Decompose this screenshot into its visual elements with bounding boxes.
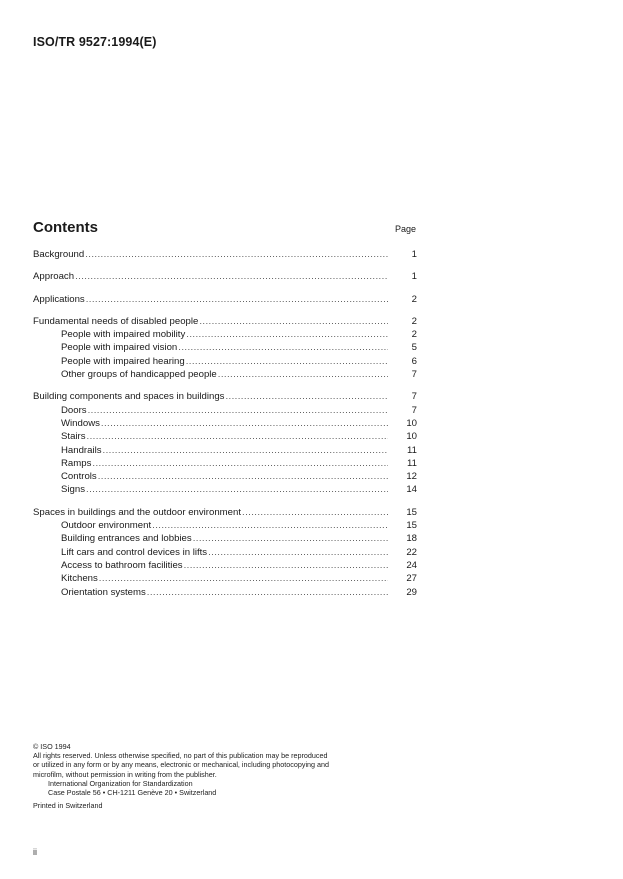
toc-entry-title: Other groups of handicapped people [61, 369, 217, 381]
copyright-notice [33, 742, 393, 810]
toc-entry-title: Signs [61, 484, 85, 496]
dot-leader [86, 293, 388, 306]
toc-entry-page: 18 [406, 533, 417, 545]
printed-in: Printed in Switzerland [33, 801, 103, 811]
toc-entry-page: 2 [411, 315, 417, 327]
toc-entry [33, 506, 417, 519]
toc-section [33, 390, 417, 496]
toc-entry-title: Orientation systems [61, 586, 146, 598]
toc-subentry [33, 417, 417, 430]
toc-subentry [33, 404, 417, 417]
dot-leader [193, 532, 388, 545]
toc-entry-page: 29 [406, 586, 417, 598]
rights-line-2: or utilized in any form or by any means, electronic or mechanical, including photocopying and [33, 760, 330, 770]
rights-line-3: microfilm, without permission in writing from the publisher. [33, 769, 217, 779]
dot-leader [98, 470, 388, 483]
rights-line-1: All rights reserved. Unless otherwise specified, no part of this publication may be reproduced [33, 751, 328, 761]
toc-entry-title: Lift cars and control devices in lifts [61, 546, 208, 558]
toc-section [33, 248, 417, 261]
document-id: ISO/TR 9527:1994(E) [33, 35, 157, 49]
dot-leader [218, 368, 388, 381]
toc-entry-title: Fundamental needs of disabled people [33, 315, 199, 327]
toc-entry-title: Handrails [61, 444, 102, 456]
toc-subentry [33, 368, 417, 381]
toc-entry [33, 293, 417, 306]
dot-leader [225, 390, 388, 403]
dot-leader [242, 506, 388, 519]
toc-subentry [33, 586, 417, 599]
toc-subentry [33, 572, 417, 585]
toc-entry-title: People with impaired vision [61, 342, 178, 354]
toc-entry-page: 15 [406, 520, 417, 532]
dot-leader [86, 483, 388, 496]
toc-entry [33, 270, 417, 283]
copyright-line: © ISO 1994 [33, 742, 71, 751]
dot-leader [75, 270, 388, 283]
toc-entry-page: 7 [411, 369, 417, 381]
toc-subentry [33, 483, 417, 496]
toc-entry-title: Ramps [61, 457, 92, 469]
dot-leader [147, 586, 388, 599]
toc-section [33, 315, 417, 381]
toc-subentry [33, 559, 417, 572]
toc-entry-page: 12 [406, 471, 417, 483]
toc-entry-title: Windows [61, 417, 100, 429]
toc-entry-title: Applications [33, 293, 85, 305]
toc-entry-title: Controls [61, 471, 97, 483]
dot-leader [101, 417, 388, 430]
toc-subentry [33, 355, 417, 368]
dot-leader [199, 315, 388, 328]
dot-leader [178, 341, 388, 354]
toc-entry-page: 7 [411, 391, 417, 403]
toc-entry-title: Building components and spaces in buildings [33, 391, 225, 403]
toc-entry-page: 2 [411, 329, 417, 341]
toc-section [33, 270, 417, 283]
toc-entry-page: 5 [411, 342, 417, 354]
toc-entry-page: 27 [406, 573, 417, 585]
dot-leader [103, 444, 388, 457]
dot-leader [152, 519, 388, 532]
dot-leader [87, 430, 388, 443]
toc-entry-title: Doors [61, 404, 87, 416]
toc-section [33, 293, 417, 306]
toc-subentry [33, 430, 417, 443]
dot-leader [184, 559, 388, 572]
toc-entry-page: 11 [407, 457, 417, 469]
toc-subentry [33, 328, 417, 341]
toc-entry-page: 10 [406, 417, 417, 429]
toc-entry-title: Building entrances and lobbies [61, 533, 192, 545]
dot-leader [186, 355, 388, 368]
toc-subentry [33, 470, 417, 483]
toc-entry-page: 14 [406, 484, 417, 496]
table-of-contents [33, 248, 417, 608]
toc-entry-page: 22 [406, 546, 417, 558]
toc-entry-page: 6 [411, 355, 417, 367]
toc-subentry [33, 341, 417, 354]
toc-entry-page: 11 [407, 444, 417, 456]
toc-entry [33, 315, 417, 328]
toc-entry-page: 2 [411, 293, 417, 305]
page-column-label: Page [395, 224, 417, 234]
toc-entry-title: Kitchens [61, 573, 98, 585]
toc-entry [33, 390, 417, 403]
toc-section [33, 506, 417, 599]
toc-entry-title: Background [33, 249, 85, 260]
toc-entry-page: 7 [411, 404, 417, 416]
toc-entry-page: 24 [406, 559, 417, 571]
toc-entry [33, 248, 417, 261]
toc-subentry [33, 457, 417, 470]
toc-entry-title: People with impaired mobility [61, 329, 186, 341]
dot-leader [88, 404, 388, 417]
organization-name: International Organization for Standardization [48, 778, 193, 788]
toc-entry-page: 1 [411, 249, 417, 260]
toc-subentry [33, 444, 417, 457]
toc-subentry [33, 519, 417, 532]
dot-leader [186, 328, 388, 341]
dot-leader [92, 457, 388, 470]
toc-entry-title: Approach [33, 271, 75, 283]
page-number: ii [33, 847, 37, 857]
dot-leader [99, 572, 388, 585]
dot-leader [208, 546, 388, 559]
toc-subentry [33, 546, 417, 559]
organization-address: Case Postale 56 • CH-1211 Genève 20 • Switzerland [48, 788, 217, 798]
toc-entry-title: Stairs [61, 431, 86, 443]
toc-subentry [33, 532, 417, 545]
toc-entry-title: Outdoor environment [61, 520, 152, 532]
toc-entry-title: Spaces in buildings and the outdoor environment [33, 506, 242, 518]
toc-entry-page: 15 [406, 506, 417, 518]
toc-entry-title: People with impaired hearing [61, 355, 185, 367]
toc-entry-page: 10 [406, 431, 417, 443]
toc-entry-title: Access to bathroom facilities [61, 559, 183, 571]
dot-leader [85, 248, 388, 261]
contents-heading: Contents [33, 219, 98, 236]
toc-entry-page: 1 [411, 271, 417, 283]
